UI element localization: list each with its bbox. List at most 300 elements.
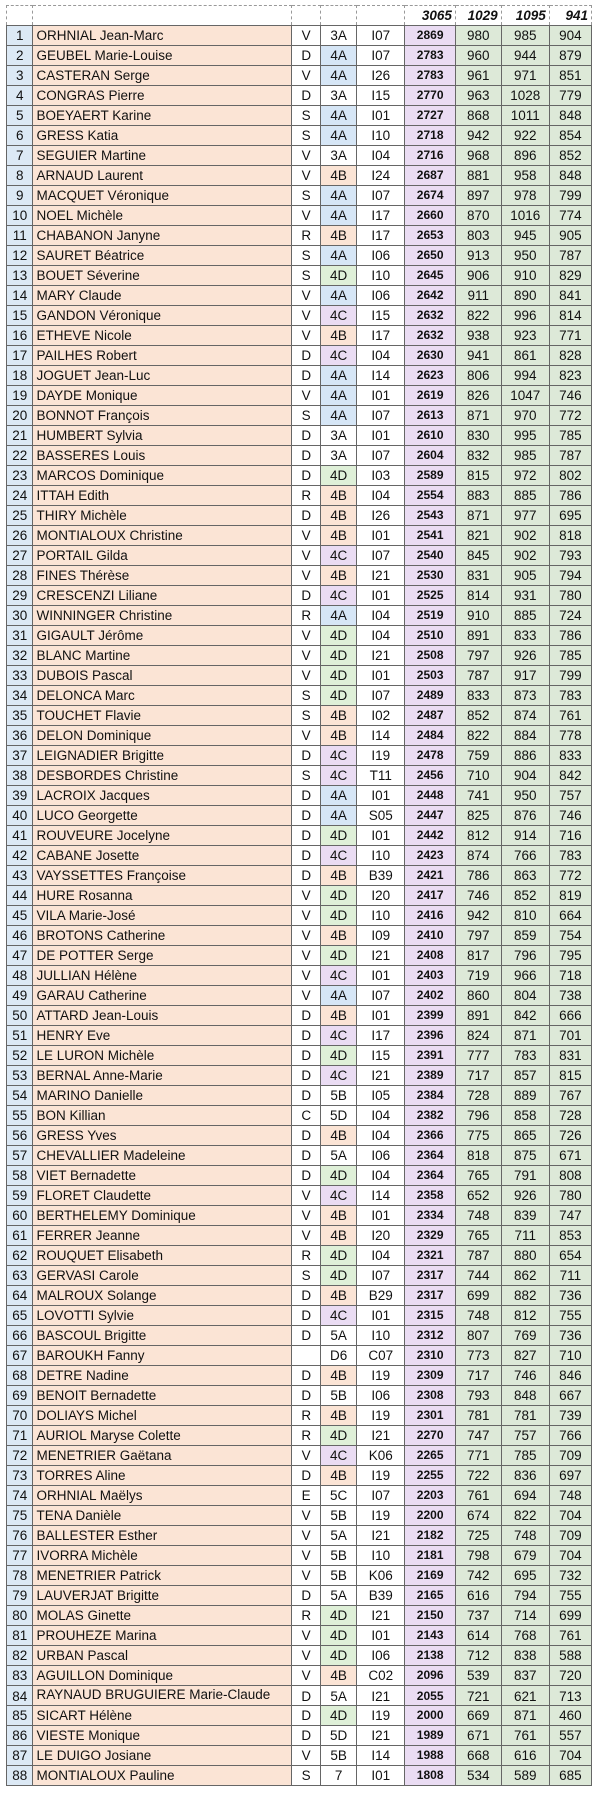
name-cell: BROTONS Catherine — [33, 926, 292, 946]
score-1-cell: 721 — [455, 1686, 501, 1706]
score-2-cell: 1047 — [501, 386, 549, 406]
score-2-cell: 839 — [501, 1206, 549, 1226]
category-cell: 4B — [321, 1206, 357, 1226]
rank-cell: 81 — [7, 1626, 33, 1646]
score-1-cell: 744 — [455, 1266, 501, 1286]
rank-cell: 22 — [7, 446, 33, 466]
score-2-cell: 694 — [501, 1486, 549, 1506]
total-cell: 2478 — [405, 746, 456, 766]
total-cell: 2423 — [405, 846, 456, 866]
score-1-cell: 852 — [455, 706, 501, 726]
category-cell: 4B — [321, 486, 357, 506]
sex-cell: D — [292, 826, 321, 846]
club-cell: I06 — [357, 1646, 405, 1666]
header-total: 3065 — [405, 6, 456, 26]
club-cell: I15 — [357, 1046, 405, 1066]
sex-cell: V — [292, 1226, 321, 1246]
club-cell: B39 — [357, 1586, 405, 1606]
name-cell: MARINO Danielle — [33, 1086, 292, 1106]
rank-cell: 10 — [7, 206, 33, 226]
name-cell: WINNINGER Christine — [33, 606, 292, 626]
name-cell: TOUCHET Flavie — [33, 706, 292, 726]
name-cell: GRESS Yves — [33, 1126, 292, 1146]
rank-cell: 16 — [7, 326, 33, 346]
club-cell: T11 — [357, 766, 405, 786]
table-row — [7, 166, 592, 186]
score-1-cell: 712 — [455, 1646, 501, 1666]
score-3-cell: 709 — [549, 1526, 591, 1546]
table-row — [7, 1586, 592, 1606]
sex-cell: R — [292, 606, 321, 626]
score-1-cell: 942 — [455, 126, 501, 146]
category-cell: D6 — [321, 1346, 357, 1366]
club-cell: I01 — [357, 526, 405, 546]
table-row — [7, 1326, 592, 1346]
sex-cell: V — [292, 526, 321, 546]
total-cell: 2396 — [405, 1026, 456, 1046]
category-cell: 5A — [321, 1146, 357, 1166]
score-1-cell: 871 — [455, 406, 501, 426]
score-1-cell: 737 — [455, 1606, 501, 1626]
club-cell: K06 — [357, 1446, 405, 1466]
sex-cell: V — [292, 626, 321, 646]
sex-cell: S — [292, 1766, 321, 1786]
score-1-cell: 897 — [455, 186, 501, 206]
category-cell: 3A — [321, 446, 357, 466]
score-2-cell: 917 — [501, 666, 549, 686]
score-1-cell: 797 — [455, 926, 501, 946]
total-cell: 2442 — [405, 826, 456, 846]
name-cell: HURE Rosanna — [33, 886, 292, 906]
score-1-cell: 833 — [455, 686, 501, 706]
score-1-cell: 913 — [455, 246, 501, 266]
table-row — [7, 366, 592, 386]
sex-cell: D — [292, 1726, 321, 1746]
rank-cell: 77 — [7, 1546, 33, 1566]
score-1-cell: 980 — [455, 26, 501, 46]
total-cell: 2321 — [405, 1246, 456, 1266]
name-cell: MACQUET Véronique — [33, 186, 292, 206]
score-3-cell: 709 — [549, 1446, 591, 1466]
sex-cell: V — [292, 886, 321, 906]
sex-cell: D — [292, 1366, 321, 1386]
club-cell: I01 — [357, 826, 405, 846]
score-2-cell: 804 — [501, 986, 549, 1006]
table-row — [7, 866, 592, 886]
table-row — [7, 1766, 592, 1786]
score-2-cell: 858 — [501, 1106, 549, 1126]
club-cell: I04 — [357, 486, 405, 506]
rank-cell: 73 — [7, 1466, 33, 1486]
total-cell: 2623 — [405, 366, 456, 386]
score-2-cell: 822 — [501, 1506, 549, 1526]
score-1-cell: 699 — [455, 1286, 501, 1306]
rank-cell: 45 — [7, 906, 33, 926]
total-cell: 2410 — [405, 926, 456, 946]
rank-cell: 63 — [7, 1266, 33, 1286]
category-cell: 4C — [321, 1066, 357, 1086]
club-cell: I07 — [357, 1266, 405, 1286]
sex-cell: V — [292, 546, 321, 566]
rank-cell: 83 — [7, 1666, 33, 1686]
table-row — [7, 1126, 592, 1146]
name-cell: ITTAH Edith — [33, 486, 292, 506]
category-cell: 3A — [321, 26, 357, 46]
score-3-cell: 841 — [549, 286, 591, 306]
name-cell: SEGUIER Martine — [33, 146, 292, 166]
table-row — [7, 106, 592, 126]
table-row — [7, 1366, 592, 1386]
name-cell: GEUBEL Marie-Louise — [33, 46, 292, 66]
name-cell: GIGAULT Jérôme — [33, 626, 292, 646]
score-1-cell: 717 — [455, 1066, 501, 1086]
club-cell: I10 — [357, 266, 405, 286]
name-cell: FLORET Claudette — [33, 1186, 292, 1206]
table-row — [7, 786, 592, 806]
club-cell: I04 — [357, 606, 405, 626]
club-cell: I07 — [357, 546, 405, 566]
rank-cell: 49 — [7, 986, 33, 1006]
club-cell: B39 — [357, 866, 405, 886]
score-3-cell: 815 — [549, 1066, 591, 1086]
score-3-cell: 842 — [549, 766, 591, 786]
score-2-cell: 882 — [501, 1286, 549, 1306]
total-cell: 2265 — [405, 1446, 456, 1466]
category-cell: 4C — [321, 846, 357, 866]
score-1-cell: 825 — [455, 806, 501, 826]
score-1-cell: 891 — [455, 626, 501, 646]
name-cell: CRESCENZI Liliane — [33, 586, 292, 606]
score-3-cell: 755 — [549, 1306, 591, 1326]
name-cell: TENA Danièle — [33, 1506, 292, 1526]
score-2-cell: 977 — [501, 506, 549, 526]
name-cell: VIESTE Monique — [33, 1726, 292, 1746]
total-cell: 2203 — [405, 1486, 456, 1506]
category-cell: 4A — [321, 186, 357, 206]
club-cell: I21 — [357, 646, 405, 666]
score-2-cell: 791 — [501, 1166, 549, 1186]
sex-cell: V — [292, 1506, 321, 1526]
name-cell: MENETRIER Patrick — [33, 1566, 292, 1586]
score-3-cell: 761 — [549, 706, 591, 726]
rank-cell: 12 — [7, 246, 33, 266]
sex-cell: V — [292, 286, 321, 306]
category-cell: 4A — [321, 286, 357, 306]
score-3-cell: 704 — [549, 1546, 591, 1566]
rank-cell: 50 — [7, 1006, 33, 1026]
score-1-cell: 717 — [455, 1366, 501, 1386]
score-2-cell: 874 — [501, 706, 549, 726]
header-blank — [7, 6, 33, 26]
table-row — [7, 326, 592, 346]
club-cell: I21 — [357, 1686, 405, 1706]
score-3-cell: 736 — [549, 1326, 591, 1346]
category-cell: 4B — [321, 326, 357, 346]
score-3-cell: 848 — [549, 106, 591, 126]
score-2-cell: 950 — [501, 786, 549, 806]
sex-cell: V — [292, 666, 321, 686]
club-cell: I10 — [357, 126, 405, 146]
total-cell: 2447 — [405, 806, 456, 826]
score-1-cell: 748 — [455, 1306, 501, 1326]
name-cell: AURIOL Maryse Colette — [33, 1426, 292, 1446]
table-row — [7, 146, 592, 166]
score-1-cell: 817 — [455, 946, 501, 966]
table-row — [7, 226, 592, 246]
category-cell: 4A — [321, 206, 357, 226]
club-cell: I07 — [357, 26, 405, 46]
name-cell: BENOIT Bernadette — [33, 1386, 292, 1406]
score-2-cell: 827 — [501, 1346, 549, 1366]
score-1-cell: 815 — [455, 466, 501, 486]
sex-cell: D — [292, 1306, 321, 1326]
category-cell: 4D — [321, 906, 357, 926]
total-cell: 2358 — [405, 1186, 456, 1206]
category-cell: 4B — [321, 866, 357, 886]
name-cell: MALROUX Solange — [33, 1286, 292, 1306]
score-1-cell: 669 — [455, 1706, 501, 1726]
name-cell: URBAN Pascal — [33, 1646, 292, 1666]
total-cell: 2200 — [405, 1506, 456, 1526]
sex-cell: D — [292, 46, 321, 66]
category-cell: 4D — [321, 1246, 357, 1266]
category-cell: 4B — [321, 706, 357, 726]
club-cell: S05 — [357, 806, 405, 826]
club-cell: I10 — [357, 1546, 405, 1566]
score-1-cell: 722 — [455, 1466, 501, 1486]
score-3-cell: 757 — [549, 786, 591, 806]
name-cell: DUBOIS Pascal — [33, 666, 292, 686]
total-cell: 2448 — [405, 786, 456, 806]
score-2-cell: 796 — [501, 946, 549, 966]
category-cell: 4A — [321, 406, 357, 426]
rank-cell: 9 — [7, 186, 33, 206]
score-2-cell: 863 — [501, 866, 549, 886]
score-2-cell: 910 — [501, 266, 549, 286]
score-3-cell: 746 — [549, 386, 591, 406]
category-cell: 4B — [321, 566, 357, 586]
rank-cell: 70 — [7, 1406, 33, 1426]
name-cell: DELON Dominique — [33, 726, 292, 746]
table-row — [7, 646, 592, 666]
score-1-cell: 761 — [455, 1486, 501, 1506]
score-3-cell: 846 — [549, 1366, 591, 1386]
score-3-cell: 747 — [549, 1206, 591, 1226]
table-row — [7, 1146, 592, 1166]
table-row — [7, 706, 592, 726]
table-row — [7, 426, 592, 446]
name-cell: MONTIALOUX Pauline — [33, 1766, 292, 1786]
score-2-cell: 875 — [501, 1146, 549, 1166]
sex-cell: D — [292, 866, 321, 886]
total-cell: 2416 — [405, 906, 456, 926]
table-row — [7, 1106, 592, 1126]
score-3-cell: 746 — [549, 806, 591, 826]
score-3-cell: 771 — [549, 326, 591, 346]
sex-cell: D — [292, 1706, 321, 1726]
club-cell: I04 — [357, 146, 405, 166]
score-2-cell: 746 — [501, 1366, 549, 1386]
club-cell: C07 — [357, 1346, 405, 1366]
rank-cell: 44 — [7, 886, 33, 906]
name-cell: SICART Hélène — [33, 1706, 292, 1726]
sex-cell: D — [292, 506, 321, 526]
score-1-cell: 821 — [455, 526, 501, 546]
club-cell: I10 — [357, 846, 405, 866]
name-cell: ORHNIAL Jean-Marc — [33, 26, 292, 46]
header-row — [7, 6, 592, 26]
table-row — [7, 766, 592, 786]
score-3-cell: 779 — [549, 86, 591, 106]
total-cell: 2270 — [405, 1426, 456, 1446]
rank-cell: 56 — [7, 1126, 33, 1146]
score-2-cell: 873 — [501, 686, 549, 706]
category-cell: 4A — [321, 106, 357, 126]
name-cell: BAROUKH Fanny — [33, 1346, 292, 1366]
club-cell: B29 — [357, 1286, 405, 1306]
name-cell: BERTHELEMY Dominique — [33, 1206, 292, 1226]
table-row — [7, 546, 592, 566]
total-cell: 2315 — [405, 1306, 456, 1326]
score-1-cell: 741 — [455, 786, 501, 806]
name-cell: LAUVERJAT Brigitte — [33, 1586, 292, 1606]
score-2-cell: 761 — [501, 1726, 549, 1746]
table-row — [7, 246, 592, 266]
total-cell: 2589 — [405, 466, 456, 486]
rank-cell: 66 — [7, 1326, 33, 1346]
name-cell: DETRE Nadine — [33, 1366, 292, 1386]
table-row — [7, 466, 592, 486]
table-row — [7, 1406, 592, 1426]
score-1-cell: 831 — [455, 566, 501, 586]
total-cell: 2540 — [405, 546, 456, 566]
category-cell: 4A — [321, 246, 357, 266]
category-cell: 4D — [321, 946, 357, 966]
total-cell: 2653 — [405, 226, 456, 246]
name-cell: FERRER Jeanne — [33, 1226, 292, 1246]
category-cell: 5B — [321, 1566, 357, 1586]
total-cell: 2402 — [405, 986, 456, 1006]
name-cell: ARNAUD Laurent — [33, 166, 292, 186]
rank-cell: 74 — [7, 1486, 33, 1506]
score-2-cell: 836 — [501, 1466, 549, 1486]
name-cell: MARCOS Dominique — [33, 466, 292, 486]
table-row — [7, 726, 592, 746]
club-cell: I14 — [357, 1186, 405, 1206]
score-2-cell: 781 — [501, 1406, 549, 1426]
score-3-cell: 772 — [549, 406, 591, 426]
score-3-cell: 754 — [549, 926, 591, 946]
score-1-cell: 765 — [455, 1226, 501, 1246]
name-cell: DE POTTER Serge — [33, 946, 292, 966]
header-blank — [292, 6, 321, 26]
category-cell: 4B — [321, 1366, 357, 1386]
total-cell: 2403 — [405, 966, 456, 986]
sex-cell: D — [292, 1126, 321, 1146]
sex-cell: D — [292, 1686, 321, 1706]
total-cell: 2317 — [405, 1286, 456, 1306]
score-2-cell: 945 — [501, 226, 549, 246]
table-row — [7, 86, 592, 106]
total-cell: 2554 — [405, 486, 456, 506]
score-3-cell: 720 — [549, 1666, 591, 1686]
score-1-cell: 942 — [455, 906, 501, 926]
rank-cell: 30 — [7, 606, 33, 626]
name-cell: HENRY Eve — [33, 1026, 292, 1046]
total-cell: 2660 — [405, 206, 456, 226]
club-cell: I14 — [357, 726, 405, 746]
header-score-2: 1095 — [501, 6, 549, 26]
sex-cell: V — [292, 966, 321, 986]
club-cell: I20 — [357, 1226, 405, 1246]
rank-cell: 86 — [7, 1726, 33, 1746]
total-cell: 2783 — [405, 46, 456, 66]
sex-cell: V — [292, 566, 321, 586]
score-3-cell: 793 — [549, 546, 591, 566]
score-2-cell: 886 — [501, 746, 549, 766]
total-cell: 2255 — [405, 1466, 456, 1486]
score-3-cell: 780 — [549, 586, 591, 606]
rank-cell: 29 — [7, 586, 33, 606]
table-row — [7, 686, 592, 706]
score-3-cell: 739 — [549, 1406, 591, 1426]
score-1-cell: 963 — [455, 86, 501, 106]
score-2-cell: 1011 — [501, 106, 549, 126]
category-cell: 4D — [321, 646, 357, 666]
name-cell: PROUHEZE Marina — [33, 1626, 292, 1646]
sex-cell: V — [292, 1666, 321, 1686]
rank-cell: 34 — [7, 686, 33, 706]
rank-cell: 48 — [7, 966, 33, 986]
name-cell: HUMBERT Sylvia — [33, 426, 292, 446]
category-cell: 4C — [321, 1186, 357, 1206]
table-row — [7, 1486, 592, 1506]
score-1-cell: 765 — [455, 1166, 501, 1186]
score-1-cell: 787 — [455, 666, 501, 686]
club-cell: I04 — [357, 1126, 405, 1146]
total-cell: 2391 — [405, 1046, 456, 1066]
score-2-cell: 616 — [501, 1746, 549, 1766]
total-cell: 2613 — [405, 406, 456, 426]
club-cell: C02 — [357, 1666, 405, 1686]
score-3-cell: 904 — [549, 26, 591, 46]
sex-cell: S — [292, 246, 321, 266]
category-cell: 4C — [321, 346, 357, 366]
total-cell: 2687 — [405, 166, 456, 186]
name-cell: BOUET Séverine — [33, 266, 292, 286]
score-1-cell: 968 — [455, 146, 501, 166]
rank-cell: 75 — [7, 1506, 33, 1526]
category-cell: 4B — [321, 1666, 357, 1686]
category-cell: 4A — [321, 126, 357, 146]
score-3-cell: 654 — [549, 1246, 591, 1266]
score-3-cell: 695 — [549, 506, 591, 526]
table-row — [7, 966, 592, 986]
category-cell: 4A — [321, 606, 357, 626]
table-row — [7, 1606, 592, 1626]
score-1-cell: 793 — [455, 1386, 501, 1406]
rank-cell: 58 — [7, 1166, 33, 1186]
sex-cell: D — [292, 1146, 321, 1166]
name-cell: JOGUET Jean-Luc — [33, 366, 292, 386]
rank-cell: 42 — [7, 846, 33, 866]
score-3-cell: 786 — [549, 486, 591, 506]
club-cell: I04 — [357, 1246, 405, 1266]
score-1-cell: 826 — [455, 386, 501, 406]
sex-cell: D — [292, 1286, 321, 1306]
score-2-cell: 923 — [501, 326, 549, 346]
club-cell: I17 — [357, 1026, 405, 1046]
